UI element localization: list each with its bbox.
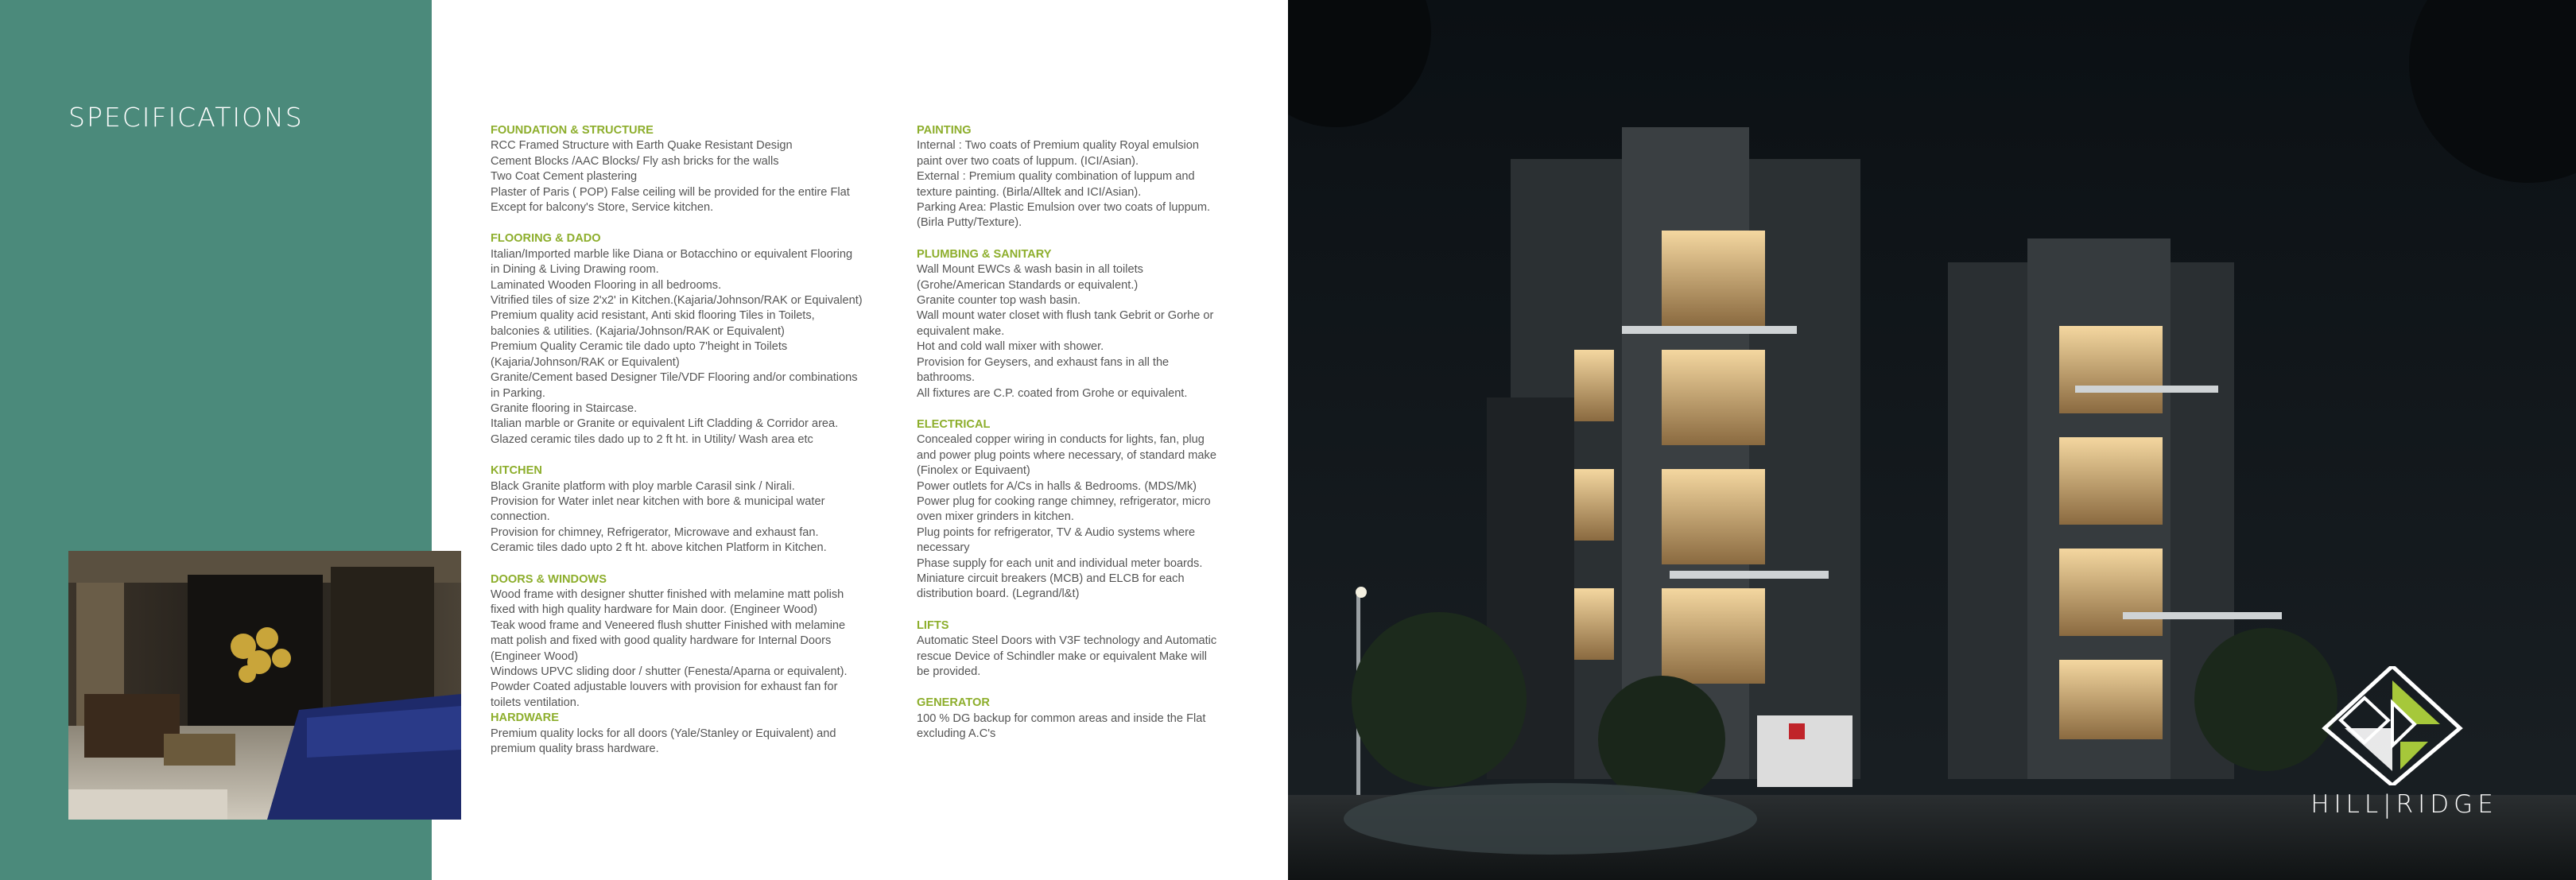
section-heading: PLUMBING & SANITARY [917, 247, 1052, 261]
section-lines [491, 247, 888, 448]
spec-line: Provision for chimney, Refrigerator, Microwave and exhaust fan. [491, 525, 819, 539]
spec-line: excluding A.C's [917, 727, 996, 741]
interior-living-room-photo [68, 551, 461, 820]
spec-line: Provision for Water inlet near kitchen with bore & municipal water [491, 494, 825, 508]
spec-column-1 [491, 123, 888, 773]
spec-line: Premium quality locks for all doors (Yale/Stanley or Equivalent) and [491, 727, 836, 740]
spec-line: Internal : Two coats of Premium quality Royal emulsion [917, 139, 1200, 153]
spec-section-doors-windows [491, 572, 888, 711]
spec-section-flooring [491, 231, 888, 448]
spec-line: toilets ventilation. [491, 696, 580, 709]
spec-line: Italian/Imported marble like Diana or Botacchino or equivalent Flooring [491, 247, 853, 261]
spec-line: Two Coat Cement plastering [491, 170, 638, 184]
section-heading: FLOORING & DADO [491, 232, 601, 246]
section-lines [917, 634, 1314, 680]
spec-section-plumbing [917, 247, 1314, 401]
spec-line: Teak wood frame and Veneered flush shutter Finished with melamine [491, 618, 846, 632]
spec-line: Wood frame with designer shutter finished with melamine matt polish [491, 587, 844, 601]
spec-line: (Finolex or Equivaent) [917, 464, 1030, 478]
spec-line: (Birla Putty/Texture). [917, 216, 1022, 230]
spec-line: Glazed ceramic tiles dado up to 2 ft ht. in Utility/ Wash area etc [491, 432, 813, 446]
spec-line: in Parking. [491, 386, 545, 400]
section-lines [917, 262, 1314, 401]
spec-line: Miniature circuit breakers (MCB) and ELCB for each [917, 572, 1185, 585]
section-heading: FOUNDATION & STRUCTURE [491, 124, 654, 137]
spec-line: (Grohe/American Standards or equivalent.) [917, 278, 1139, 292]
spec-line: Vitrified tiles of size 2'x2' in Kitchen.(Kajaria/Johnson/RAK or Equivalent) [491, 294, 863, 308]
spec-line: be provided. [917, 665, 981, 678]
spec-line: fixed with high quality hardware for Main door. (Engineer Wood) [491, 603, 818, 617]
spec-line: (Engineer Wood) [491, 649, 579, 663]
spec-section-kitchen [491, 463, 888, 556]
spec-line: Ceramic tiles dado upto 2 ft ht. above kitchen Platform in Kitchen. [491, 541, 827, 555]
spec-line: Except for balcony's Store, Service kitchen. [491, 201, 714, 215]
spec-line: bathrooms. [917, 371, 976, 385]
spec-line: 100 % DG backup for common areas and inside the Flat [917, 711, 1206, 725]
spec-line: Laminated Wooden Flooring in all bedrooms. [491, 278, 722, 292]
spec-line: Provision for Geysers, and exhaust fans in all the [917, 355, 1170, 369]
spec-line: Wall mount water closet with flush tank Gebrit or Gorhe or [917, 309, 1214, 323]
spec-line: equivalent make. [917, 324, 1005, 338]
section-heading: HARDWARE [491, 711, 559, 725]
spec-line: Wall Mount EWCs & wash basin in all toilets [917, 263, 1143, 277]
interior-photo [68, 551, 461, 820]
spec-line: rescue Device of Schindler make or equivalent Make will [917, 649, 1208, 663]
spec-line: Hot and cold wall mixer with shower. [917, 340, 1104, 354]
spec-line: in Dining & Living Drawing room. [491, 263, 659, 277]
spec-line: Plug points for refrigerator, TV & Audio systems where [917, 525, 1196, 539]
spec-line: Windows UPVC sliding door / shutter (Fenesta/Aparna or equivalent). [491, 665, 848, 678]
spec-section-foundation [491, 123, 888, 215]
section-lines [491, 138, 888, 215]
spec-section-painting [917, 123, 1314, 231]
spec-section-generator [917, 696, 1314, 742]
spec-line: External : Premium quality combination of luppum and [917, 170, 1195, 184]
spec-line: Granite/Cement based Designer Tile/VDF Flooring and/or combinations [491, 371, 858, 385]
spec-line: Granite flooring in Staircase. [491, 401, 638, 415]
spec-line: Cement Blocks /AAC Blocks/ Fly ash bricks for the walls [491, 154, 779, 168]
spec-line: Italian marble or Granite or equivalent Lift Cladding & Corridor area. [491, 417, 839, 431]
spec-line: Premium quality acid resistant, Anti skid flooring Tiles in Toilets, [491, 309, 815, 323]
spec-line: Power plug for cooking range chimney, refrigerator, micro [917, 494, 1211, 508]
spec-section-hardware [491, 711, 888, 757]
section-lines [917, 138, 1314, 231]
section-lines [491, 587, 888, 711]
spec-line: matt polish and fixed with good quality hardware for Internal Doors [491, 634, 832, 648]
section-heading: GENERATOR [917, 696, 990, 710]
spec-line: oven mixer grinders in kitchen. [917, 510, 1074, 524]
spec-line: Powder Coated adjustable louvers with provision for exhaust fan for [491, 680, 838, 694]
page-title: SPECIFICATIONS [68, 102, 304, 133]
spec-line: distribution board. (Legrand/l&t) [917, 587, 1080, 601]
spec-line: premium quality brass hardware. [491, 742, 659, 756]
hill-ridge-logo [2293, 666, 2516, 825]
section-lines [491, 479, 888, 556]
spec-section-electrical [917, 417, 1314, 603]
section-lines [491, 727, 888, 758]
spec-line: Plaster of Paris ( POP) False ceiling will be provided for the entire Flat [491, 185, 850, 199]
spec-line: Phase supply for each unit and individual meter boards. [917, 556, 1203, 570]
section-heading: ELECTRICAL [917, 417, 991, 431]
spec-line: Power outlets for A/Cs in halls & Bedrooms. (MDS/Mk) [917, 479, 1197, 493]
spec-line: (Kajaria/Johnson/RAK or Equivalent) [491, 355, 680, 369]
hill-ridge-diamond-logo [2293, 666, 2516, 785]
spec-line: Granite counter top wash basin. [917, 294, 1081, 308]
spec-line: All fixtures are C.P. coated from Grohe or equivalent. [917, 386, 1188, 400]
spec-section-lifts [917, 618, 1314, 680]
spec-line: necessary [917, 541, 970, 555]
spec-line: paint over two coats of luppum. (ICI/Asian). [917, 154, 1139, 168]
spec-column-2 [917, 123, 1314, 758]
spec-line: balconies & utilities. (Kajaria/Johnson/RAK or Equivalent) [491, 324, 785, 338]
spec-line: Black Granite platform with ploy marble Carasil sink / Nirali. [491, 479, 795, 493]
logo-text: HILL|RIDGE [2310, 790, 2498, 819]
spec-line: Concealed copper wiring in conducts for lights, fan, plug [917, 433, 1205, 447]
spec-line: and power plug points where necessary, of standard make [917, 448, 1216, 462]
spec-line: connection. [491, 510, 550, 524]
spec-line: RCC Framed Structure with Earth Quake Resistant Design [491, 139, 793, 153]
spec-line: texture painting. (Birla/Alltek and ICI/Asian). [917, 185, 1142, 199]
section-heading: PAINTING [917, 124, 972, 137]
section-lines [917, 711, 1314, 742]
spec-line: Automatic Steel Doors with V3F technology and Automatic [917, 634, 1217, 648]
section-heading: KITCHEN [491, 464, 542, 478]
spec-line: Premium Quality Ceramic tile dado upto 7'height in Toilets [491, 340, 788, 354]
section-heading: DOORS & WINDOWS [491, 572, 607, 586]
spec-line: Parking Area: Plastic Emulsion over two coats of luppum. [917, 201, 1211, 215]
section-heading: LIFTS [917, 618, 949, 632]
section-lines [917, 432, 1314, 602]
